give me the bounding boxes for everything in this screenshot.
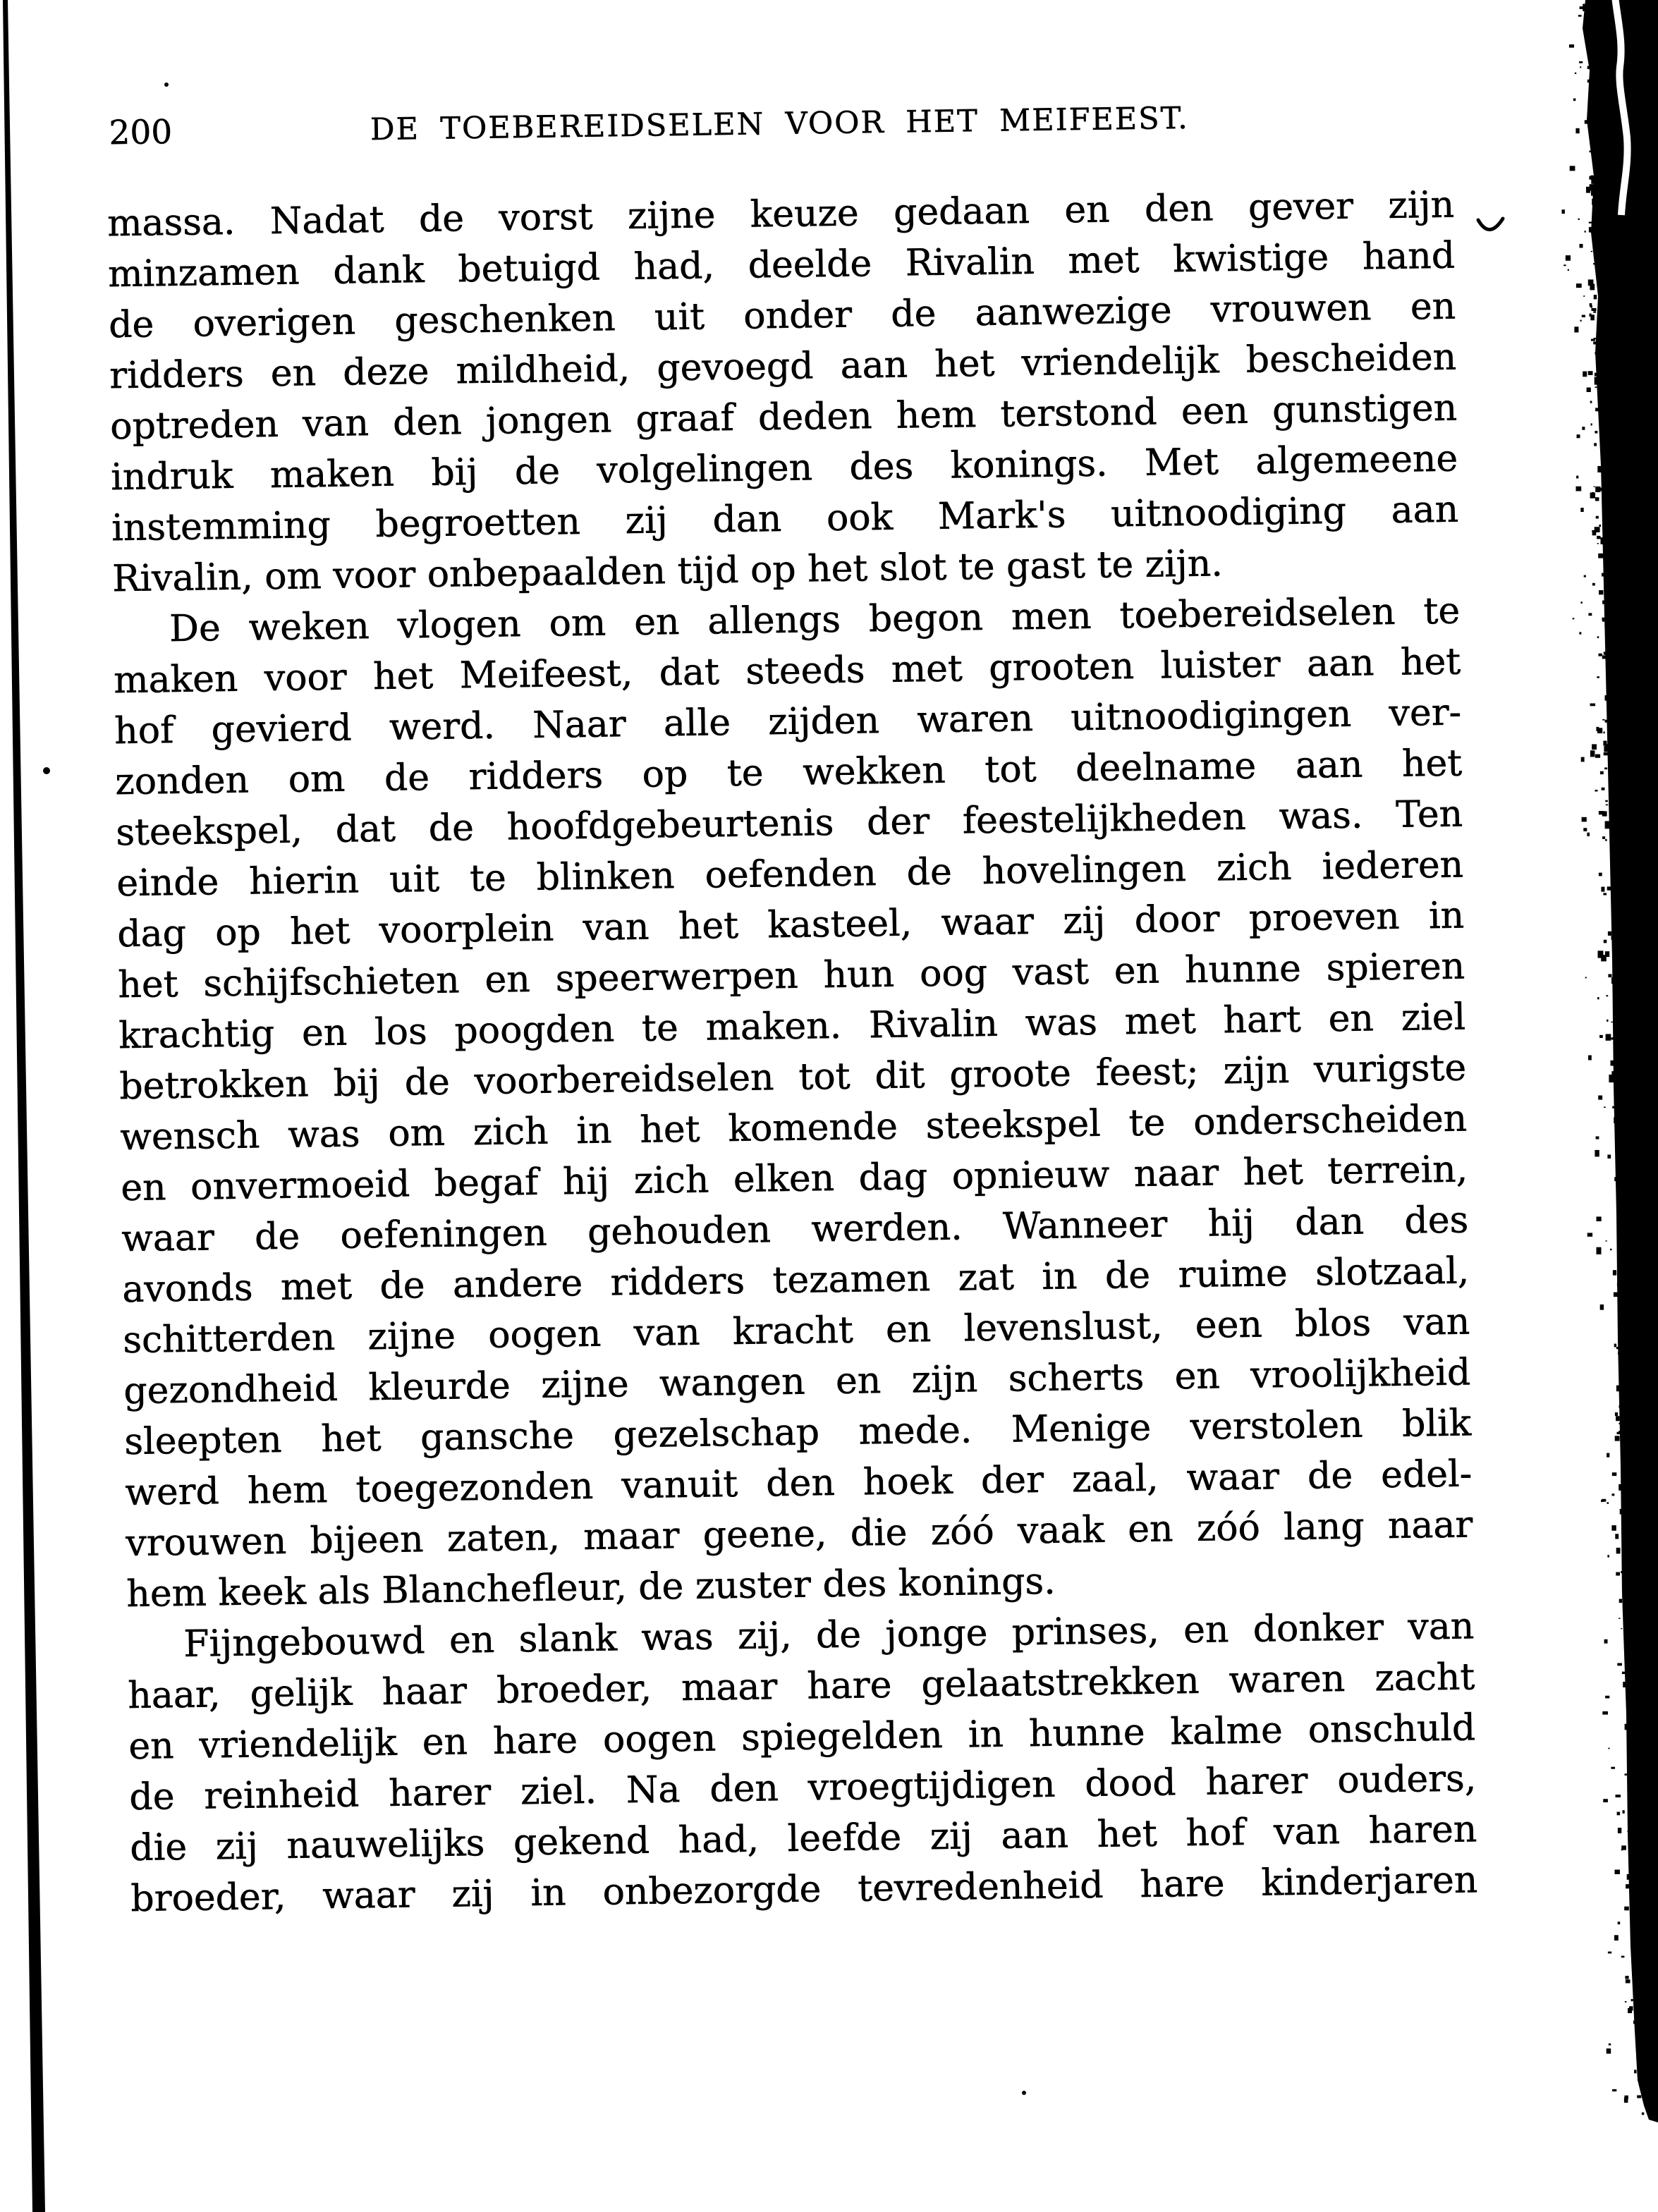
- ink-dot: [43, 767, 50, 774]
- text-line: Fijngebouwd en slank was zij, de jonge prinses, en donker van: [183, 1605, 1475, 1666]
- text-line: optreden van den jongen graaf deden hem terstond een gunstigen: [109, 386, 1458, 448]
- text-line: schitterden zijne oogen van kracht en levenslust, een blos van: [122, 1300, 1470, 1362]
- text-line: de overigen geschenken uit onder de aanwezige vrouwen en: [108, 285, 1456, 347]
- text-line: zonden om de ridders op te wekken tot deelname aan het: [114, 742, 1463, 804]
- pen-mark: [1478, 219, 1503, 230]
- text-line: Rivalin, om voor onbepaalden tijd op het slot te gast te zijn.: [111, 542, 1224, 601]
- page-number: 200: [109, 113, 173, 153]
- text-line: minzamen dank betuigd had, deelde Rivalin met kwistige hand: [107, 234, 1456, 296]
- text-line: de reinheid harer ziel. Na den vroegtijdigen dood harer ouders,: [129, 1757, 1477, 1819]
- text-line: werd hem toegezonden vanuit den hoek der zaal, waar de edel-: [124, 1453, 1473, 1515]
- text-line: het schijfschieten en speerwerpen hun oog vast en hunne spieren: [117, 945, 1465, 1007]
- text-line: massa. Nadat de vorst zijne keuze gedaan en den gever zijn: [106, 183, 1455, 245]
- text-line: De weken vlogen om en allengs begon men toebereidselen te: [169, 589, 1461, 651]
- text-line: vrouwen bijeen zaten, maar geene, die zóó vaak en zóó lang naar: [125, 1503, 1473, 1565]
- text-line: waar de oefeningen gehouden werden. Wanneer hij dan des: [121, 1199, 1469, 1261]
- left-margin-scan-line: [3, 0, 45, 2212]
- text-block: [107, 180, 1478, 1924]
- text-line: maken voor het Meifeest, dat steeds met grooten luister aan het: [113, 640, 1461, 702]
- text-line: indruk maken bij de volgelingen des konings. Met algemeene: [110, 437, 1458, 499]
- text-line: avonds met de andere ridders tezamen zat in de ruime slotzaal,: [121, 1249, 1470, 1312]
- text-line: broeder, waar zij in onbezorgde tevredenheid hare kinderjaren: [130, 1859, 1478, 1921]
- ink-dot: [164, 83, 169, 87]
- page-content: [106, 95, 1478, 1924]
- running-header: DE TOEBEREIDSELEN VOOR HET MEIFEEST.: [370, 100, 1190, 148]
- paragraph-1: [107, 180, 1460, 605]
- text-line: dag op het voorplein van het kasteel, waar zij door proeven in: [116, 894, 1465, 956]
- text-line: hem keek als Blanchefleur, de zuster des konings.: [126, 1560, 1056, 1616]
- ink-dot: [1022, 2091, 1026, 2095]
- text-line: ridders en deze mildheid, gevoegd aan het vriendelijk bescheiden: [109, 336, 1457, 398]
- text-line: betrokken bij de voorbereidselen tot dit groote feest; zijn vurigste: [118, 1046, 1467, 1108]
- text-line: haar, gelijk haar broeder, maar hare gelaatstrekken waren zacht: [128, 1656, 1475, 1718]
- text-line: hof gevierd werd. Naar alle zijden waren uitnoodigingen ver-: [114, 691, 1462, 753]
- text-line: die zij nauwelijks gekend had, leefde zij aan het hof van haren: [130, 1808, 1477, 1870]
- text-line: gezondheid kleurde zijne wangen en zijn scherts en vroolijkheid: [123, 1351, 1471, 1413]
- text-line: en onvermoeid begaf hij zich elken dag opnieuw naar het terrein,: [120, 1148, 1468, 1210]
- text-line: einde hierin uit te blinken oefenden de hovelingen zich iederen: [116, 843, 1464, 905]
- text-line: krachtig en los poogden te maken. Rivalin was met hart en ziel: [118, 996, 1466, 1058]
- paragraph-2: [113, 586, 1474, 1620]
- text-line: en vriendelijk en hare oogen spiegelden in hunne kalme onschuld: [128, 1706, 1476, 1768]
- text-line: instemming begroetten zij dan ook Mark's uitnoodiging aan: [111, 488, 1459, 550]
- text-line: sleepten het gansche gezelschap mede. Menige verstolen blik: [123, 1402, 1472, 1464]
- text-line: wensch was om zich in het komende steekspel te onderscheiden: [119, 1097, 1468, 1159]
- paragraph-3: [127, 1601, 1478, 1924]
- text-line: steekspel, dat de hoofdgebeurtenis der feestelijkheden was. Ten: [115, 793, 1463, 855]
